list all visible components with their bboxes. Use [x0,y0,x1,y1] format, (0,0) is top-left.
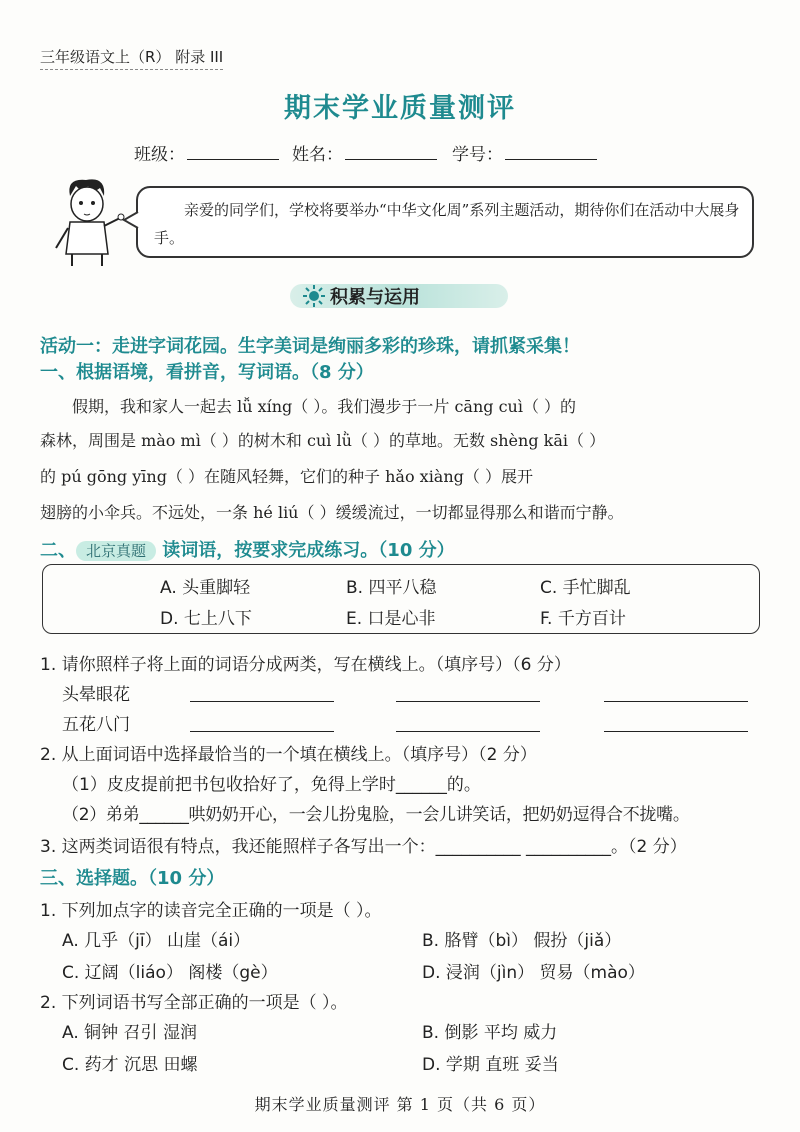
id-blank[interactable] [505,145,597,160]
name-field [292,140,437,165]
q2-sub2-item2: （2）弟弟______哄奶奶开心，一会儿扮鬼脸，一会儿讲笑话，把奶奶逗得合不拢嘴。 [62,805,690,825]
q3-s2-option-b: B. 倒影 平均 威力 [422,1023,558,1043]
q1-line-3: 的 pú gōng yīng（ ）在随风轻舞，它们的种子 hǎo xiàng（ ）展开 [40,467,533,486]
q3-s1-option-b: B. 胳臂（bì） 假扮（jiǎ） [422,931,622,951]
section-title: 积累与运用 [330,287,420,308]
answer-line[interactable] [190,730,334,732]
question-two-title [40,536,455,562]
q1-line-2: 森林，周围是 mào mì（ ）的树木和 cuì lǜ（ ）的草地。无数 shèng kāi（ ） [40,431,606,450]
sun-icon [302,284,326,308]
example-word-1: 头晕眼花 [62,685,130,705]
id-field [452,140,597,165]
name-label: 姓名： [292,145,343,165]
header-tag: 三年级语文上（R） 附录 III [40,46,223,70]
page-title: 期末学业质量测评 [284,93,516,124]
q3-sub2: 2. 下列词语书写全部正确的一项是（ ）。 [40,993,348,1013]
option-c: C. 手忙脚乱 [540,578,631,598]
answer-line[interactable] [396,700,540,702]
page-footer: 期末学业质量测评 第 1 页（共 6 页） [254,1095,546,1114]
answer-line[interactable] [396,730,540,732]
question-three-title: 三、选择题。（10 分） [40,868,225,889]
q2-sub3: 3. 这两类词语很有特点，我还能照样子各写出一个：__________ __________。（2 分） [40,837,687,857]
q2-prefix: 二、 [40,540,76,561]
class-label: 班级： [134,145,185,165]
bubble-tail [122,210,140,230]
q3-s1-option-c: C. 辽阔（liáo） 阁楼（gè） [62,963,278,983]
q1-line-1: 假期，我和家人一起去 lǚ xíng（ ）。我们漫步于一片 cāng cuì（ ）的 [72,397,577,416]
name-blank[interactable] [345,145,437,160]
option-e: E. 口是心非 [346,609,436,629]
example-word-2: 五花八门 [62,715,130,735]
q2-title-text: 读词语，按要求完成练习。（10 分） [162,540,455,561]
q2-sub2: 2. 从上面词语中选择最恰当的一个填在横线上。（填序号）（2 分） [40,745,537,765]
id-label: 学号： [452,145,503,165]
answer-line[interactable] [604,700,748,702]
option-b: B. 四平八稳 [346,578,437,598]
beijing-badge: 北京真题 [76,541,156,561]
intro-text: 亲爱的同学们，学校将要举办“中华文化周”系列主题活动，期待你们在活动中大展身手。 [154,201,740,247]
q3-s1-option-d: D. 浸润（jìn） 贸易（mào） [422,963,645,983]
option-d: D. 七上八下 [160,609,252,629]
q3-s2-option-c: C. 药才 沉思 田螺 [62,1055,198,1075]
activity-one-heading: 活动一：走进字词花园。生字美词是绚丽多彩的珍珠，请抓紧采集！ [40,336,580,357]
q2-sub2-item1: （1）皮皮提前把书包收拾好了，免得上学时______的。 [62,775,481,795]
q3-s2-option-d: D. 学期 直班 妥当 [422,1055,559,1075]
boy-illustration [48,174,128,266]
answer-line[interactable] [190,700,334,702]
q3-s1-option-a: A. 几乎（jī） 山崖（ái） [62,931,251,951]
q3-sub1: 1. 下列加点字的读音完全正确的一项是（ ）。 [40,901,382,921]
answer-line[interactable] [604,730,748,732]
option-a: A. 头重脚轻 [160,578,251,598]
class-field [134,140,279,165]
option-f: F. 千方百计 [540,609,626,629]
question-one-title: 一、根据语境，看拼音，写词语。（8 分） [40,362,374,383]
q3-s2-option-a: A. 铜钟 召引 湿润 [62,1023,197,1043]
q2-sub1: 1. 请你照样子将上面的词语分成两类，写在横线上。（填序号）（6 分） [40,655,571,675]
q1-line-4: 翅膀的小伞兵。不远处，一条 hé liú（ ）缓缓流过，一切都显得那么和谐而宁静。 [40,503,624,522]
class-blank[interactable] [187,145,279,160]
